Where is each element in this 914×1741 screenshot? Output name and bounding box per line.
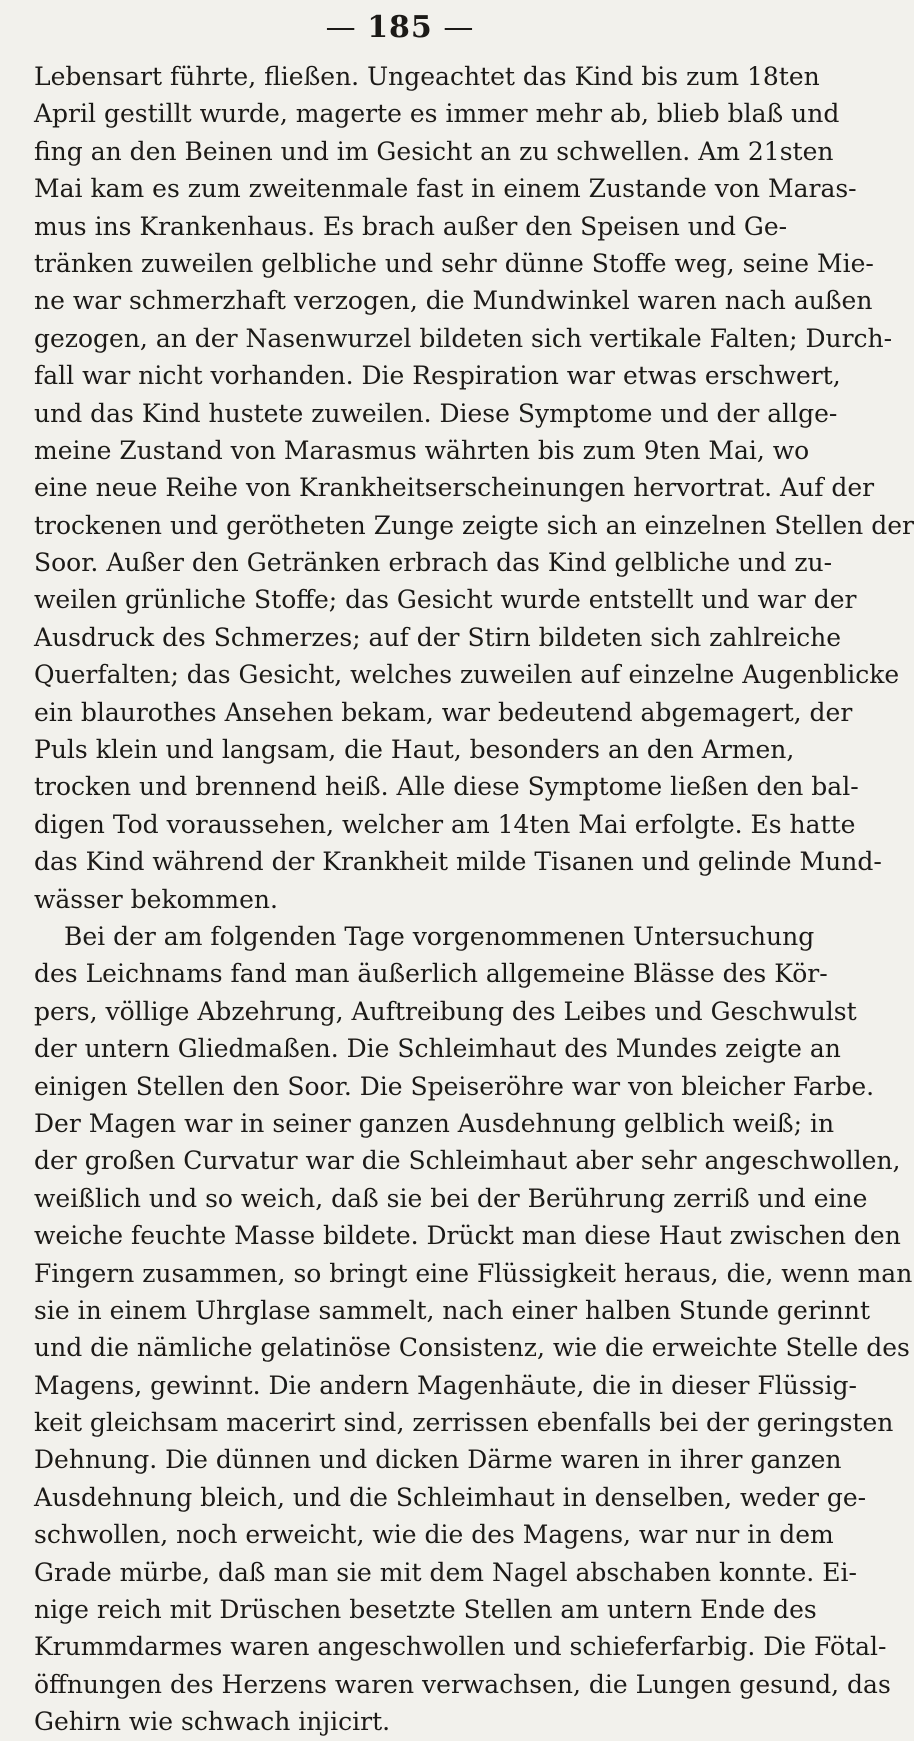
text-line: fing an den Beinen und im Gesicht an zu schwellen. Am 21sten — [34, 136, 834, 166]
text-line: Magens, gewinnt. Die andern Magenhäute, die in dieser Flüssig- — [34, 1370, 857, 1400]
text-line: Dehnung. Die dünnen und dicken Därme waren in ihrer ganzen — [34, 1445, 842, 1475]
text-line: der großen Curvatur war die Schleimhaut aber sehr angeschwollen, — [34, 1146, 901, 1176]
text-line: tränken zuweilen gelbliche und sehr dünne Stoffe weg, seine Mie- — [34, 248, 874, 278]
text-line: sie in einem Uhrglase sammelt, nach einer halben Stunde gerinnt — [34, 1295, 871, 1325]
text-line: eine neue Reihe von Krankheitserscheinungen hervortrat. Auf der — [34, 473, 875, 503]
text-line: schwollen, noch erweicht, wie die des Magens, war nur in dem — [34, 1520, 834, 1550]
text-line: wässer bekommen. — [34, 884, 278, 914]
text-line: einigen Stellen den Soor. Die Speiseröhre war von bleicher Farbe. — [34, 1071, 875, 1101]
text-line: digen Tod voraussehen, welcher am 14ten Mai erfolgte. Es hatte — [34, 809, 856, 839]
text-line: trockenen und gerötheten Zunge zeigte sich an einzelnen Stellen der — [34, 510, 914, 540]
text-line: das Kind während der Krankheit milde Tisanen und gelinde Mund- — [34, 847, 882, 877]
page-number — [34, 8, 766, 52]
text-line: keit gleichsam macerirt sind, zerrissen ebenfalls bei der geringsten — [34, 1408, 894, 1438]
text-line: Soor. Außer den Getränken erbrach das Kind gelbliche und zu- — [34, 548, 833, 578]
text-line: meine Zustand von Marasmus währten bis zum 9ten Mai, wo — [34, 435, 810, 465]
text-line: der untern Gliedmaßen. Die Schleimhaut des Mundes zeigte an — [34, 1034, 841, 1064]
text-line: Puls klein und langsam, die Haut, besonders an den Armen, — [34, 735, 795, 765]
text-line: Mai kam es zum zweitenmale fast in einem Zustande von Maras- — [34, 174, 857, 204]
text-line: mus ins Krankenhaus. Es brach außer den Speisen und Ge- — [34, 211, 788, 241]
body-text — [34, 58, 914, 1741]
text-line: trocken und brennend heiß. Alle diese Symptome ließen den bal- — [34, 772, 859, 802]
text-line: Fingern zusammen, so bringt eine Flüssigkeit heraus, die, wenn man — [34, 1258, 913, 1288]
text-line: Ausdehnung bleich, und die Schleimhaut in denselben, weder ge- — [34, 1482, 867, 1512]
text-line: Grade mürbe, daß man sie mit dem Nagel abschaben konnte. Ei- — [34, 1557, 857, 1587]
text-line: ne war schmerzhaft verzogen, die Mundwinkel waren nach außen — [34, 286, 873, 316]
page-number-dash-left: — — [325, 10, 368, 45]
text-line: Lebensart führte, fließen. Ungeachtet das Kind bis zum 18ten — [34, 62, 820, 91]
text-line: und das Kind hustete zuweilen. Diese Symptome und der allge- — [34, 398, 838, 428]
text-line: weiche feuchte Masse bildete. Drückt man diese Haut zwischen den — [34, 1221, 901, 1251]
page-number-value: 185 — [367, 10, 433, 45]
text-line: Ausdruck des Schmerzes; auf der Stirn bildeten sich zahlreiche — [34, 622, 841, 652]
text-line: weilen grünliche Stoffe; das Gesicht wurde entstellt und war der — [34, 585, 857, 615]
text-line: ein blaurothes Ansehen bekam, war bedeutend abgemagert, der — [34, 697, 853, 727]
text-line: Krummdarmes waren angeschwollen und schieferfarbig. Die Fötal- — [34, 1632, 887, 1662]
text-line: weißlich und so weich, daß sie bei der Berührung zerriß und eine — [34, 1183, 868, 1213]
text-line: nige reich mit Drüschen besetzte Stellen am untern Ende des — [34, 1595, 817, 1625]
text-line: Gehirn wie schwach injicirt. — [34, 1707, 391, 1737]
text-line: Querfalten; das Gesicht, welches zuweilen auf einzelne Augenblicke — [34, 660, 900, 690]
text-line: Bei der am folgenden Tage vorgenommenen Untersuchung — [64, 921, 815, 951]
text-line: öffnungen des Herzens waren verwachsen, die Lungen gesund, das — [34, 1669, 891, 1699]
text-line: fall war nicht vorhanden. Die Respiration war etwas erschwert, — [34, 361, 841, 391]
text-line: Der Magen war in seiner ganzen Ausdehnung gelblich weiß; in — [34, 1108, 835, 1138]
text-line: pers, völlige Abzehrung, Auftreibung des Leibes und Geschwulst — [34, 996, 857, 1026]
text-line: gezogen, an der Nasenwurzel bildeten sich vertikale Falten; Durch- — [34, 323, 893, 353]
text-line: des Leichnams fand man äußerlich allgemeine Blässe des Kör- — [34, 959, 828, 989]
text-line: und die nämliche gelatinöse Consistenz, wie die erweichte Stelle des — [34, 1333, 910, 1363]
text-line: April gestillt wurde, magerte es immer mehr ab, blieb blaß und — [34, 99, 840, 129]
page-number-dash-right: — — [432, 10, 475, 45]
